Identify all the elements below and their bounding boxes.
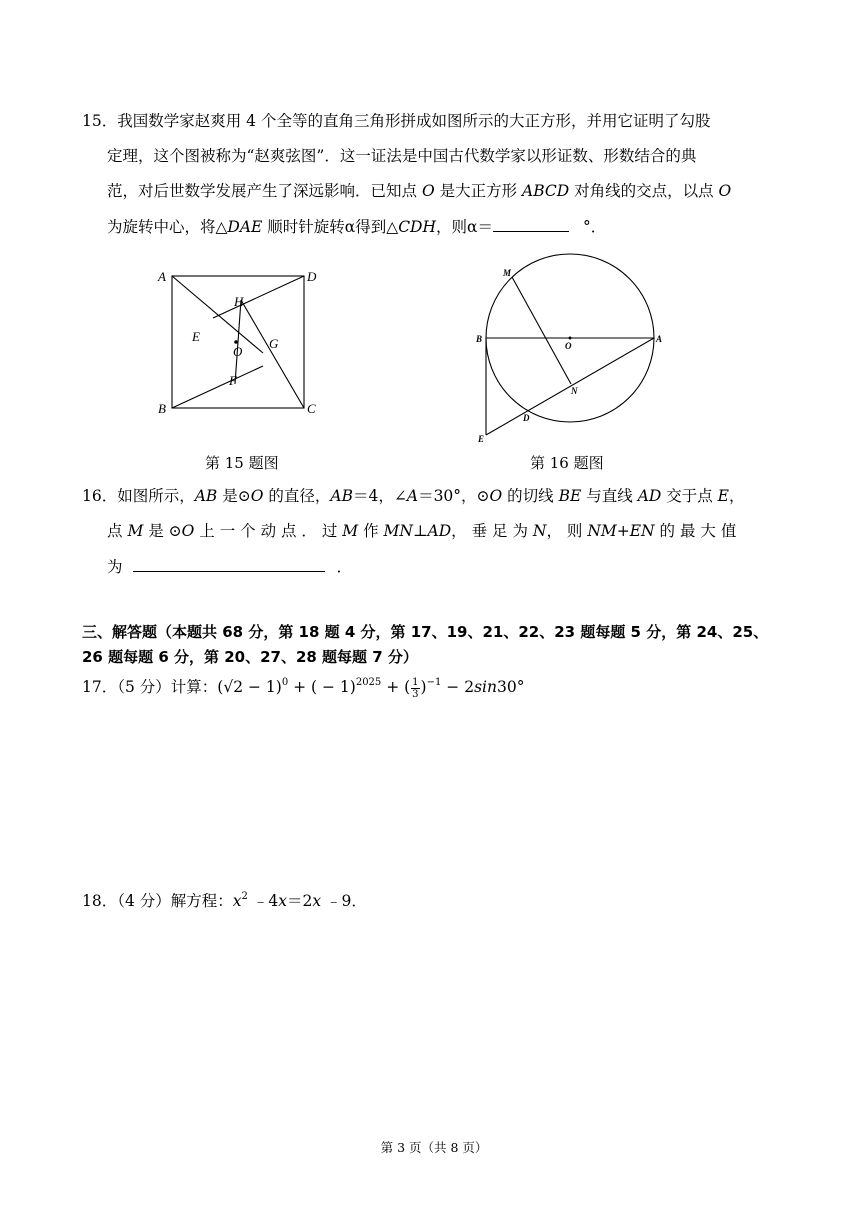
answer-blank-16[interactable] [133,555,325,572]
figure-16-caption: 第 16 题图 [530,454,604,472]
q15-line-4: 为旋转中心，将△DAE 顺时针旋转α得到△CDH，则α＝ °． [107,215,606,238]
figure-15-zhao-shuang-diagram [150,262,330,422]
fig15-label-d: D [307,269,317,284]
fig16-label-o: O [565,341,572,351]
q15-line-1: 15．我国数学家赵爽用 4 个全等的直角三角形拼成如图所示的大正方形，并用它证明了勾股 [82,112,711,130]
fig15-label-o: O [233,344,243,359]
q18-line: 18．（4 分）解方程：$x^2$ ﹣4x＝2x ﹣9． [82,891,367,910]
fig15-label-g: G [269,336,279,351]
q17-line: 17．（5 分）计算：$(√2 - 1)^0$ + ( − 1)$^{2025}$ + ( $\frac{1}{3}$ )$^{-1}$ − 2sin30° [82,676,525,700]
section-3-heading-line-2: 26 题每题 6 分，第 20、27、28 题每题 7 分） [82,648,418,666]
q15-line-3: 范，对后世数学发展产生了深远影响．已知点 O 是大正方形 ABCD 对角线的交点，以点 O [107,182,732,200]
fig15-label-h: H [234,294,244,309]
page-number-footer: 第 3 页（共 8 页） [380,1140,488,1155]
fig16-label-a: A [656,334,663,344]
q15-line-2: 定理，这个图被称为“赵爽弦图”．这一证法是中国古代数学家以形证数、形数结合的典 [107,147,697,165]
fig16-label-n: N [571,386,578,396]
fig16-label-e: E [478,434,485,444]
figure-16-circle-diagram [470,250,670,450]
fig15-label-a: A [158,269,166,284]
q16-line-2: 点 M 是 ⊙O 上 一 个 动 点 ． 过 M 作 MN⊥AD， 垂 足 为 N， 则 NM+EN 的 最 大 值 [107,522,737,540]
q16-line-1: 16．如图所示，AB 是⊙O 的直径，AB＝4，∠A＝30°，⊙O 的切线 BE 与直线 AD 交于点 E， [82,487,745,505]
figure-15-caption: 第 15 题图 [205,454,279,472]
q16-line-3: 为 ． [107,555,352,578]
fig15-label-e: E [192,329,200,344]
section-3-heading-line-1: 三、解答题（本题共 68 分，第 18 题 4 分，第 17、19、21、22、23 题每题 5 分，第 24、25、 [82,623,769,641]
fig15-label-c: C [307,401,316,416]
answer-blank-15[interactable] [493,215,569,232]
fig15-label-b: B [158,401,166,416]
fig16-label-d: D [523,413,530,423]
fig16-label-b: B [476,334,483,344]
fraction-one-third: $\frac{1}{3}$ [412,676,419,700]
fig16-label-m: M [503,268,512,278]
fig15-label-f: F [229,373,237,388]
